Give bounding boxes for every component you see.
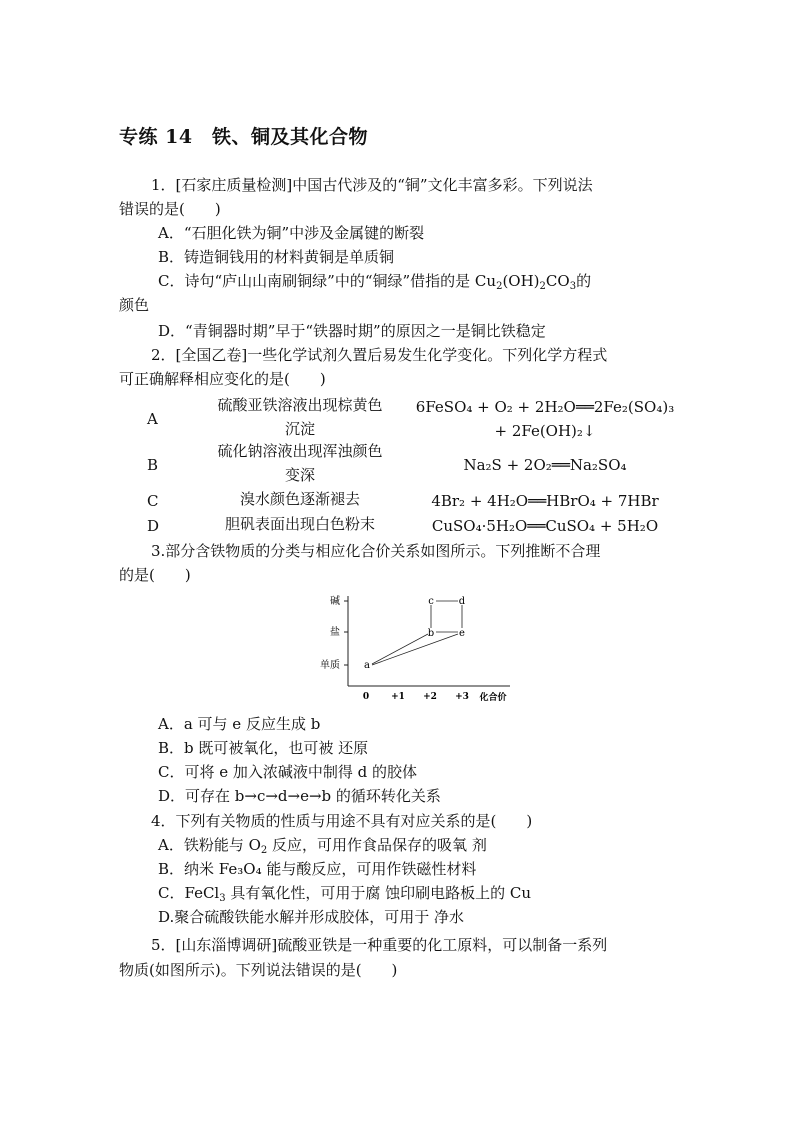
x-label-0: 0 [362, 692, 370, 702]
q2-stem-line2: 可正确解释相应变化的是( ) [119, 370, 326, 388]
q1-stem-line2: 错误的是( ) [119, 200, 221, 218]
point-d: d [458, 596, 466, 607]
q5-stem-line1: 5．[山东淄博调研]硫酸亚铁是一种重要的化工原料，可以制备一系列 [151, 936, 608, 954]
y-label-salt: 盐 [330, 627, 340, 638]
q4-option-c-pre: C．FeCl [158, 884, 220, 902]
q1-option-c-co: CO [545, 272, 570, 290]
q5-stem-line2: 物质(如图所示)。下列说法错误的是( ) [119, 961, 398, 979]
q4-stem: 4．下列有关物质的性质与用途不具有对应关系的是( ) [151, 812, 533, 830]
q4-option-a-post: 反应，可用作食品保存的吸氧 剂 [267, 836, 487, 854]
q1-option-c-line2: 颜色 [119, 296, 150, 314]
x-label-plus3: +3 [455, 692, 469, 702]
x-label-plus1: +1 [391, 692, 405, 702]
point-c: c [428, 596, 434, 607]
q3-option-b: B．b 既可被氧化，也可被 还原 [158, 739, 369, 757]
q1-option-c [158, 271, 591, 291]
q4-option-a-sub: 2 [260, 845, 268, 856]
q3-option-a: A．a 可与 e 反应生成 b [158, 715, 321, 733]
q1-option-c-oh: (OH) [502, 272, 540, 290]
q1-stem-line1: 1．[石家庄质量检测]中国古代涉及的“铜”文化丰富多彩。下列说法 [151, 176, 593, 194]
q1-option-c-sub1: 2 [496, 281, 503, 292]
x-label-plus2: +2 [423, 692, 437, 702]
q2-row-a-label: A [147, 410, 158, 428]
point-a: a [364, 660, 370, 671]
q2-row-c-desc1: 溴水颜色逐渐褪去 [239, 490, 360, 508]
q2-row-b-label: B [147, 456, 159, 474]
q1-option-d: D．“青铜器时期”早于“铁器时期”的原因之一是铜比铁稳定 [158, 322, 546, 340]
q2-row-c-label: C [147, 492, 159, 510]
q1-option-c-sub2: 2 [539, 281, 546, 292]
point-e: e [459, 628, 465, 639]
q4-option-a [158, 835, 487, 855]
q2-row-d-eq1: CuSO₄·5H₂O══CuSO₄ + 5H₂O [431, 517, 659, 535]
q2-row-c-eq1: 4Br₂ + 4H₂O══HBrO₄ + 7HBr [431, 492, 659, 510]
y-label-element: 单质 [320, 660, 340, 671]
valence-classification-diagram [310, 588, 530, 706]
q1-option-c-end: 的 [576, 272, 592, 290]
q3-option-d: D．可存在 b→c→d→e→b 的循环转化关系 [158, 787, 441, 805]
q1-option-b: B．铸造铜钱用的材料黄铜是单质铜 [158, 248, 395, 266]
q2-stem-line1: 2．[全国乙卷]一些化学试剂久置后易发生化学变化。下列化学方程式 [151, 346, 608, 364]
q1-option-a: A．“石胆化铁为铜”中涉及金属键的断裂 [158, 224, 425, 242]
q4-option-b: B．纳米 Fe₃O₄ 能与酸反应，可用作铁磁性材料 [158, 860, 477, 878]
q4-option-d: D.聚合硫酸铁能水解并形成胶体，可用于 净水 [158, 908, 465, 926]
q2-row-a-eq1: 6FeSO₄ + O₂ + 2H₂O══2Fe₂(SO₄)₃ [415, 398, 675, 416]
q4-option-c [158, 883, 531, 903]
q2-row-a-desc2: 沉淀 [284, 420, 315, 438]
x-axis-title: 化合价 [479, 693, 507, 703]
y-label-base: 碱 [330, 596, 340, 607]
q3-stem-line2: 的是( ) [119, 566, 191, 584]
q1-option-c-text: C．诗句“庐山山南刷铜绿”中的“铜绿”借指的是 Cu [158, 272, 497, 290]
point-b: b [427, 628, 435, 639]
q2-row-b-eq1: Na₂S + 2O₂══Na₂SO₄ [463, 456, 627, 474]
q3-stem-line1: 3.部分含铁物质的分类与相应化合价关系如图所示。下列推断不合理 [151, 542, 601, 560]
q2-row-a-desc1: 硫酸亚铁溶液出现棕黄色 [217, 396, 383, 414]
q2-row-a-eq2: + 2Fe(OH)₂↓ [494, 422, 596, 440]
q4-option-a-pre: A．铁粉能与 O [158, 836, 261, 854]
q4-option-c-post: 具有氧化性，可用于腐 蚀印刷电路板上的 Cu [225, 884, 532, 902]
q3-option-c: C．可将 e 加入浓碱液中制得 d 的胶体 [158, 763, 418, 781]
page-title: 专练 14 铁、铜及其化合物 [119, 126, 369, 148]
q2-row-d-desc1: 胆矾表面出现白色粉末 [224, 515, 375, 533]
q4-option-c-sub: 3 [219, 893, 226, 904]
q1-option-c-sub3: 3 [569, 281, 577, 292]
q2-row-d-label: D [147, 517, 160, 535]
line-a-b [372, 634, 428, 664]
q2-row-b-desc2: 变深 [284, 466, 315, 484]
q2-row-b-desc1: 硫化钠溶液出现浑浊颜色 [217, 442, 383, 460]
line-a-e [372, 634, 458, 665]
